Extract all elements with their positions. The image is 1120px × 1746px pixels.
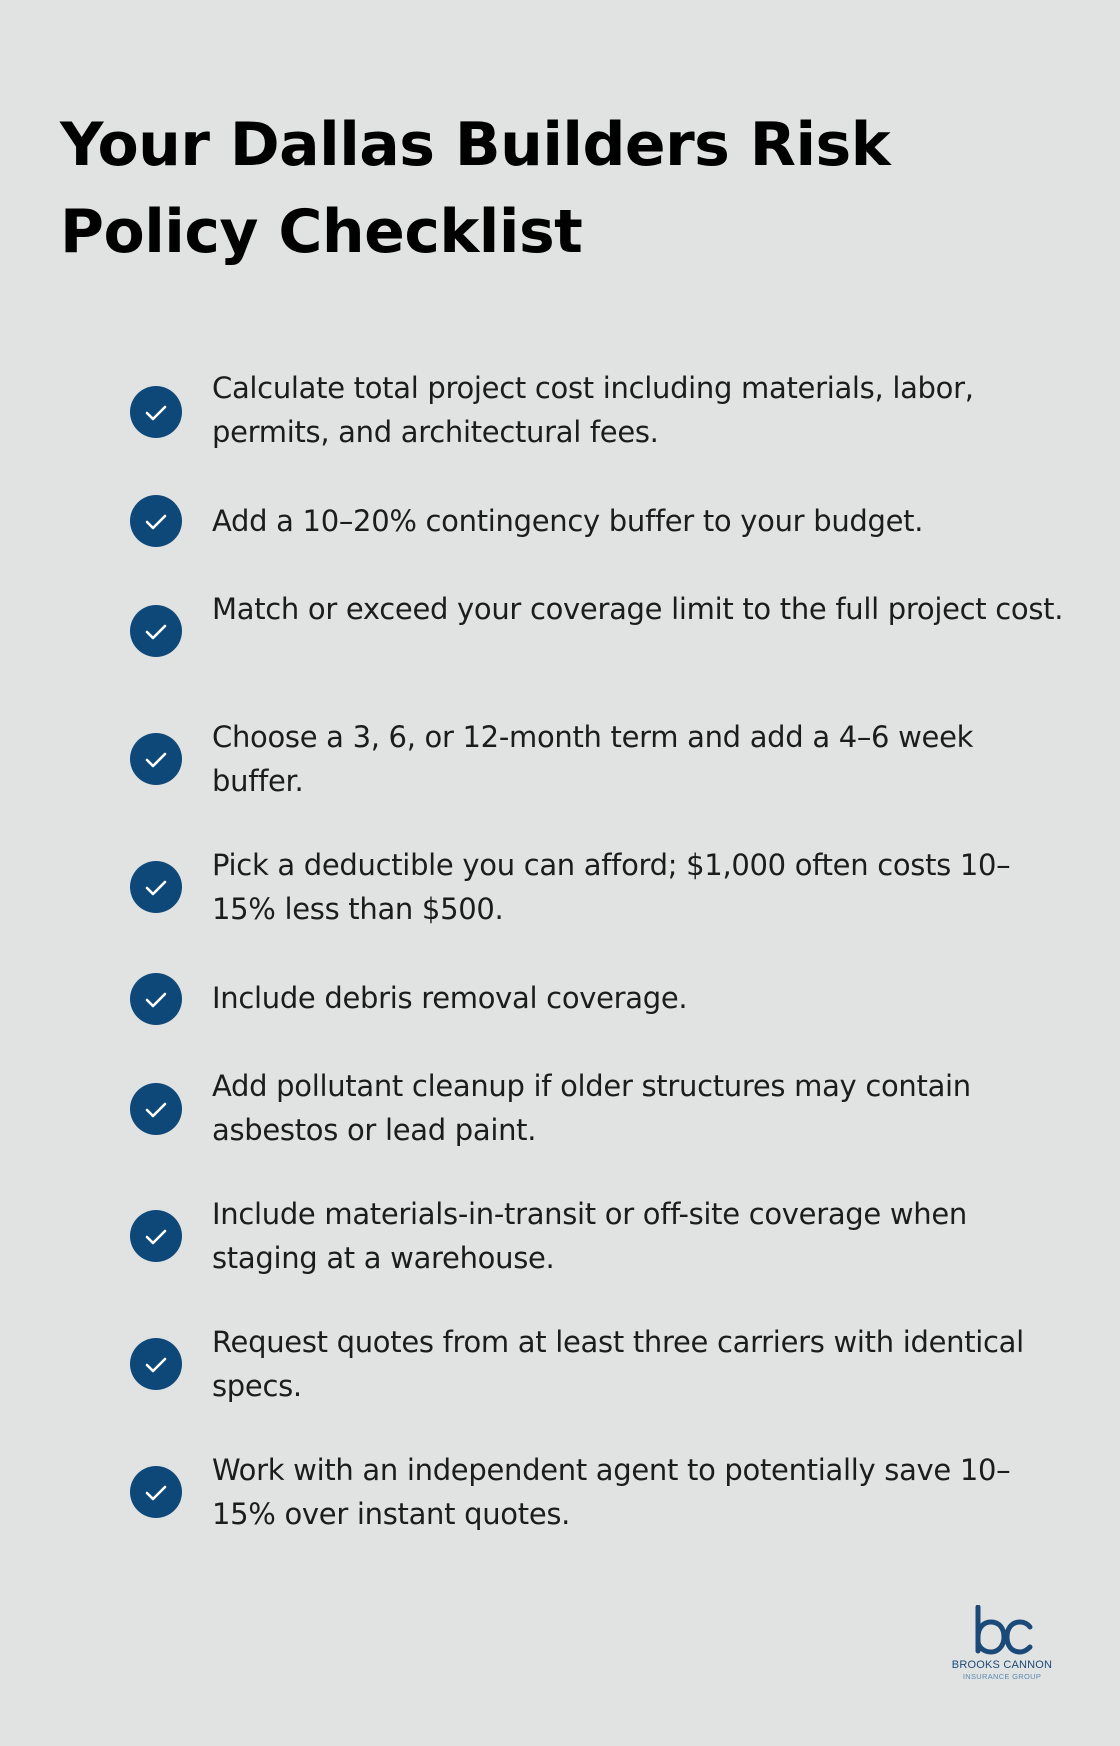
- checklist-item-text: Include materials-in-transit or off-site coverage when staging at a warehouse.: [212, 1197, 967, 1275]
- checklist-item-text: Choose a 3, 6, or 12-month term and add a 4–6 week buffer.: [212, 720, 974, 798]
- checklist-item-text: Request quotes from at least three carriers with identical specs.: [212, 1325, 1024, 1403]
- checklist-item-text: Add pollutant cleanup if older structures may contain asbestos or lead paint.: [212, 1069, 971, 1147]
- check-circle-icon: [130, 1083, 182, 1135]
- check-circle-icon: [130, 495, 182, 547]
- check-circle-icon: [130, 386, 182, 438]
- check-circle-icon: [130, 733, 182, 785]
- check-circle-icon: [130, 1338, 182, 1390]
- brand-logo: [940, 1605, 1064, 1685]
- checklist-item-text: Match or exceed your coverage limit to the full project cost.: [212, 592, 1064, 626]
- checklist-item-text: Work with an independent agent to potentially save 10–15% over instant quotes.: [212, 1453, 1011, 1531]
- checklist-item-text: Add a 10–20% contingency buffer to your budget.: [212, 504, 924, 538]
- logo-subtitle: INSURANCE GROUP: [962, 1672, 1042, 1681]
- check-circle-icon: [130, 1466, 182, 1518]
- logo-name: BROOKS CANNON: [951, 1659, 1053, 1671]
- checklist-item-text: Include debris removal coverage.: [212, 981, 688, 1015]
- checklist-item-text: Calculate total project cost including materials, labor, permits, and architectural fees.: [212, 371, 974, 449]
- check-circle-icon: [130, 605, 182, 657]
- check-circle-icon: [130, 1210, 182, 1262]
- logo-monogram-icon: [970, 1605, 1036, 1657]
- checklist-item-text: Pick a deductible you can afford; $1,000 often costs 10–15% less than $500.: [212, 848, 1011, 926]
- check-circle-icon: [130, 861, 182, 913]
- check-circle-icon: [130, 973, 182, 1025]
- page-title: Your Dallas Builders Risk Policy Checklist: [60, 110, 891, 267]
